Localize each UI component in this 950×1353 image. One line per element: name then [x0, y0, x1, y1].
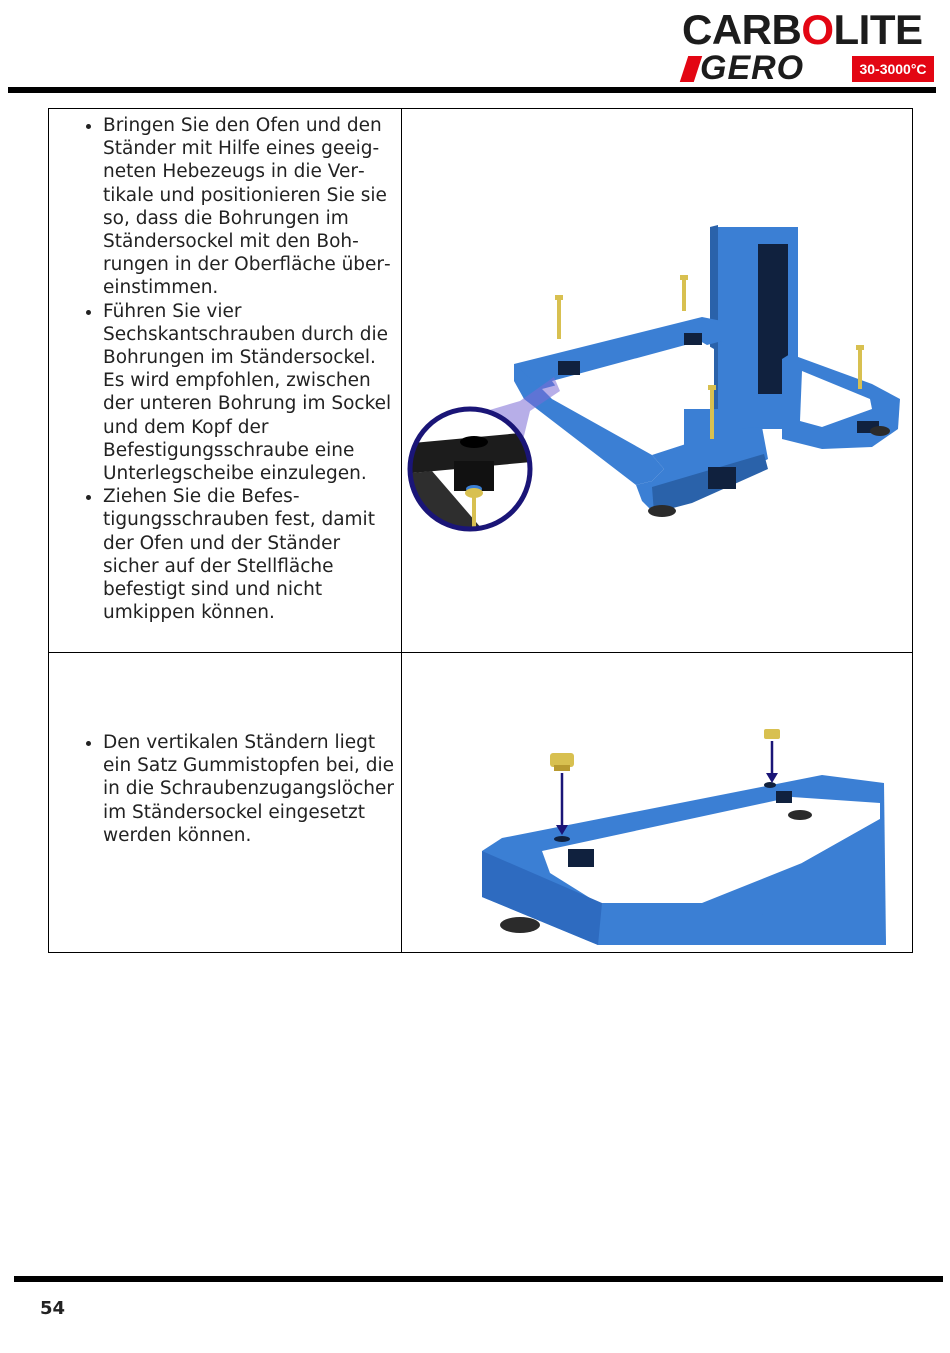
list-item: • Bringen Sie den Ofen und den Ständer mit Hilfe eines geeigneten Hebezeugs in die Vertikale und positionieren Sie sie so, dass die Bohrungen im Ständersockel mit den Bohrungen in der Oberfläche übereinstimmen. — [103, 114, 401, 300]
table-row — [49, 653, 913, 953]
bullet-list — [49, 109, 401, 624]
header-rule — [8, 87, 936, 93]
footer-rule — [14, 1276, 943, 1282]
logo-wordmark-bottom: GERO — [700, 49, 805, 87]
list-item: • Den vertikalen Ständern liegt ein Satz Gummistopfen bei, die in die Schraubenzugangslöcher im Ständersockel eingesetzt werden können. — [103, 731, 401, 847]
logo-red-bar — [680, 56, 702, 82]
instruction-text-cell — [49, 653, 402, 953]
rubber-plug-illustration — [402, 653, 910, 948]
carbolite-gero-logo — [678, 6, 940, 88]
page-number: 54 — [40, 1298, 66, 1319]
list-item: • Ziehen Sie die Befestigungsschrauben fest, damit der Ofen und der Ständer sicher auf der Stellfläche befestigt sind und nicht umkippen können. — [103, 485, 401, 624]
logo-wordmark-top: CARBOLITE — [682, 6, 923, 53]
illustration-cell — [402, 109, 913, 653]
instruction-text-cell — [49, 109, 402, 653]
stand-mounting-illustration — [402, 109, 910, 648]
illustration-cell — [402, 653, 913, 953]
bullet-list — [49, 653, 401, 847]
logo-temperature-badge: 30-3000°C — [852, 56, 934, 82]
list-item: • Führen Sie vier Sechskantschrauben durch die Bohrungen im Ständersockel. Es wird empfohlen, zwischen der unteren Bohrung im Sockel und dem Kopf der Befestigungsschraube eine Unterlegscheibe einzulegen. — [103, 300, 401, 486]
table-row — [49, 109, 913, 653]
instruction-table — [48, 108, 913, 953]
